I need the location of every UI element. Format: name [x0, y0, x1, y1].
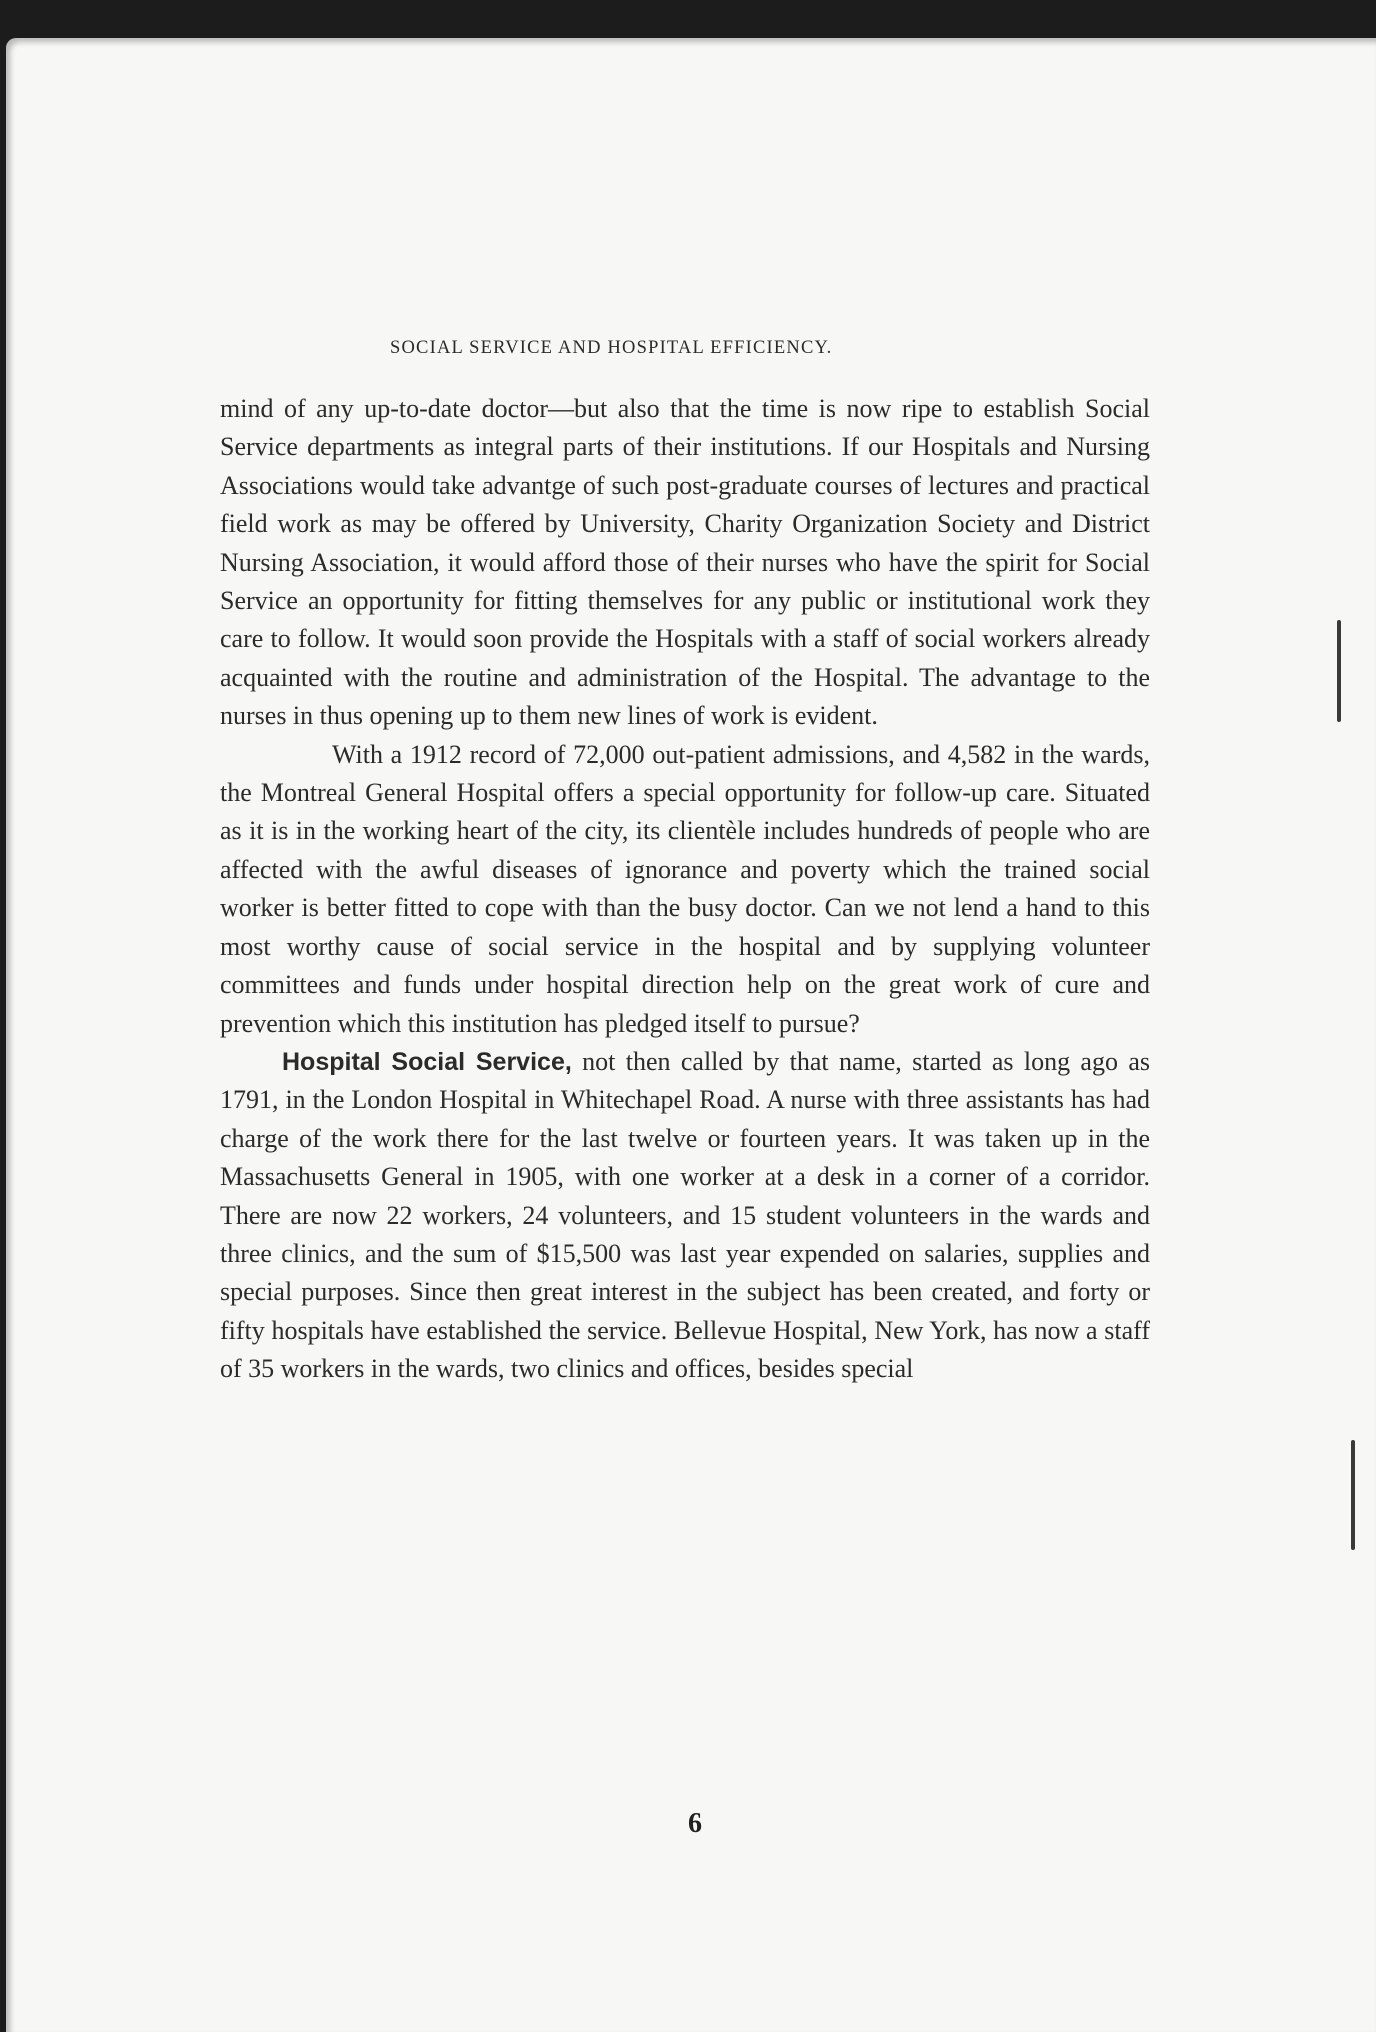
paragraph-text: With a 1912 record of 72,000 out-patient admissions, and 4,582 in the wards, the Montreal General Hospital offers a special opportunity for follow-up care. Situated as it is in the working heart of the city, its clientèle includes hundreds of people who are affected with the awful diseases of ignorance and poverty which the trained social worker is better fitted to cope with than the busy doctor. Can we not lend a hand to this most worthy cause of social service in the hospital and by supplying volunteer committees and funds under hospital direction help on the great work of cure and prevention which this institution has pledged itself to pursue? [220, 739, 1150, 1038]
paragraph-hospital-social-service [220, 1043, 1150, 1389]
paragraph-continuation [220, 390, 1150, 736]
running-head: SOCIAL SERVICE AND HOSPITAL EFFICIENCY. [390, 338, 833, 358]
margin-binding-mark [1351, 1440, 1355, 1550]
paragraph-text: mind of any up-to-date doctor—but also that the time is now ripe to establish Social Service departments as integral parts of their institutions. If our Hospitals and Nursing Associations would take advantge of such post-graduate courses of lectures and practical field work as may be offered by University, Charity Organization Society and District Nursing Association, it would afford those of their nurses who have the spirit for Social Service an opportunity for fitting themselves for any public or institutional work they care to follow. It would soon provide the Hospitals with a staff of social workers already acquainted with the routine and administration of the Hospital. The advantage to the nurses in thus opening up to them new lines of work is evident. [220, 394, 1150, 731]
paragraph-montreal-general [220, 736, 1150, 1043]
paragraph-bold-lead: Hospital Social Service, [282, 1047, 572, 1076]
book-page [6, 38, 1376, 2032]
paragraph-text: not then called by that name, started as long ago as 1791, in the London Hospital in Whitechapel Road. A nurse with three assistants has had charge of the work there for the last twelve or fourteen years. It was taken up in the Massachusetts General in 1905, with one worker at a desk in a corner of a corridor. There are now 22 workers, 24 volunteers, and 15 student volunteers in the wards and three clinics, and the sum of $15,500 was last year expended on salaries, supplies and special purposes. Since then great interest in the subject has been created, and forty or fifty hospitals have established the service. Bellevue Hospital, New York, has now a staff of 35 workers in the wards, two clinics and offices, besides special [220, 1046, 1150, 1384]
margin-binding-mark [1337, 620, 1341, 722]
page-number: 6 [688, 1808, 702, 1839]
body-text [220, 390, 1150, 1389]
